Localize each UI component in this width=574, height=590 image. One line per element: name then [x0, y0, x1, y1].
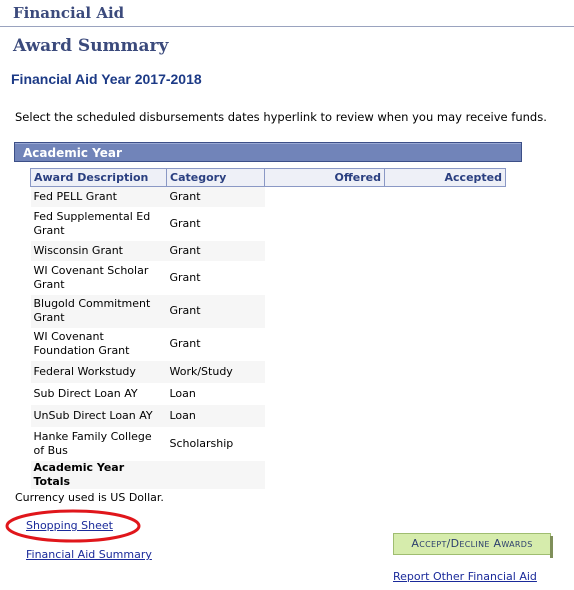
- award-accepted: [385, 427, 506, 461]
- totals-offered: [265, 461, 385, 489]
- award-offered: [265, 261, 385, 295]
- award-accepted: [385, 207, 506, 241]
- table-row: [31, 187, 506, 207]
- award-accepted: [385, 328, 506, 361]
- award-offered: [265, 241, 385, 261]
- award-category: Work/Study: [167, 361, 265, 383]
- award-category: Grant: [167, 241, 265, 261]
- totals-label: Academic Year Totals: [31, 461, 167, 489]
- button-shadow: [550, 536, 553, 558]
- award-description: WI Covenant Scholar Grant: [31, 261, 167, 295]
- award-accepted: [385, 383, 506, 405]
- award-description: Sub Direct Loan AY: [31, 383, 167, 405]
- award-accepted: [385, 187, 506, 207]
- award-description: Fed PELL Grant: [31, 187, 167, 207]
- award-description: Federal Workstudy: [31, 361, 167, 383]
- aid-year-heading: Financial Aid Year 2017-2018: [11, 71, 202, 87]
- awards-table: [30, 168, 506, 489]
- award-category: Scholarship: [167, 427, 265, 461]
- totals-accepted: [385, 461, 506, 489]
- award-offered: [265, 187, 385, 207]
- table-row: [31, 207, 506, 241]
- table-row: [31, 261, 506, 295]
- financial-aid-summary-link[interactable]: Financial Aid Summary: [26, 548, 152, 561]
- award-offered: [265, 405, 385, 427]
- award-offered: [265, 383, 385, 405]
- award-accepted: [385, 405, 506, 427]
- app-title: Financial Aid: [13, 4, 125, 22]
- col-award-description: Award Description: [31, 169, 167, 187]
- table-row: [31, 405, 506, 427]
- award-description: WI Covenant Foundation Grant: [31, 328, 167, 361]
- report-other-financial-aid-link[interactable]: Report Other Financial Aid: [393, 570, 537, 583]
- page-title: Award Summary: [13, 36, 169, 56]
- award-accepted: [385, 295, 506, 328]
- accept-decline-label: Accept/Decline Awards: [411, 537, 533, 550]
- table-row: [31, 361, 506, 383]
- header-divider: [0, 26, 574, 27]
- totals-category: [167, 461, 265, 489]
- shopping-sheet-link[interactable]: Shopping Sheet: [26, 519, 113, 532]
- award-accepted: [385, 261, 506, 295]
- award-offered: [265, 427, 385, 461]
- table-row: [31, 427, 506, 461]
- instructions-text: Select the scheduled disbursements dates hyperlink to review when you may receive funds.: [15, 110, 547, 124]
- award-offered: [265, 207, 385, 241]
- award-offered: [265, 361, 385, 383]
- totals-row: [31, 461, 506, 489]
- award-category: Grant: [167, 328, 265, 361]
- col-offered: Offered: [265, 169, 385, 187]
- award-accepted: [385, 361, 506, 383]
- award-category: Grant: [167, 207, 265, 241]
- award-description: Fed Supplemental Ed Grant: [31, 207, 167, 241]
- award-accepted: [385, 241, 506, 261]
- table-row: [31, 241, 506, 261]
- award-category: Grant: [167, 295, 265, 328]
- col-category: Category: [167, 169, 265, 187]
- col-accepted: Accepted: [385, 169, 506, 187]
- award-description: Blugold Commitment Grant: [31, 295, 167, 328]
- award-category: Loan: [167, 405, 265, 427]
- award-description: Hanke Family College of Bus: [31, 427, 167, 461]
- table-row: [31, 383, 506, 405]
- academic-year-header: Academic Year: [14, 142, 522, 162]
- award-description: Wisconsin Grant: [31, 241, 167, 261]
- award-description: UnSub Direct Loan AY: [31, 405, 167, 427]
- award-category: Grant: [167, 187, 265, 207]
- currency-note: Currency used is US Dollar.: [15, 491, 164, 504]
- table-row: [31, 328, 506, 361]
- award-offered: [265, 295, 385, 328]
- table-row: [31, 295, 506, 328]
- award-category: Loan: [167, 383, 265, 405]
- accept-decline-awards-button[interactable]: [393, 533, 551, 555]
- award-category: Grant: [167, 261, 265, 295]
- award-offered: [265, 328, 385, 361]
- table-header-row: [31, 169, 506, 187]
